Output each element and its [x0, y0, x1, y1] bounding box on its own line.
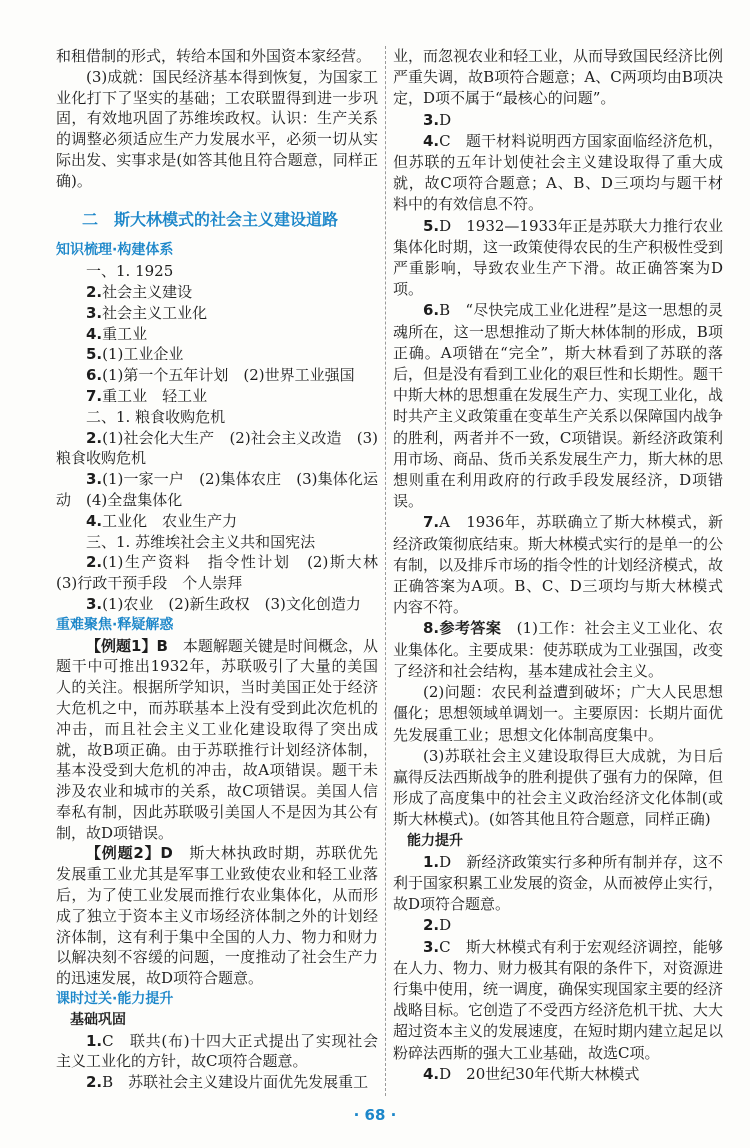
answer-text: 工业化 农业生产力 [102, 511, 238, 530]
item-number: 3. [423, 937, 440, 956]
question-answer [393, 216, 723, 301]
answer-text: 社会主义工业化 [102, 303, 208, 322]
item-number: 6. [86, 366, 103, 385]
item-number: 5. [86, 345, 103, 364]
question-answer [393, 1064, 723, 1085]
answer-line [56, 365, 378, 386]
item-number: 4. [423, 1064, 440, 1083]
example-text: 斯大林执政时期，苏联优先发展重工业尤其是军事工业致使农业和轻工业落后，为了使工业发展而推行农业集体化，从而形成了独立于资本主义市场经济体制之外的计划经济体制，这有利于集中全国的人力、物力和财力以解决刻不容缓的问题，一度推动了社会生产力的迅速发展，故D项符合题意。 [56, 844, 378, 988]
answer-line [56, 324, 378, 345]
question-answer [393, 937, 723, 1064]
item-number: 4. [86, 324, 103, 343]
item-number: 8. [423, 619, 440, 638]
page-number: · 68 · [353, 1106, 397, 1124]
example-2 [56, 843, 378, 989]
example-label: 【例题1】B [86, 636, 168, 655]
answer-text: C 联共(布)十四大正式提出了实现社会主义工业化的方针，故C项符合题意。 [56, 1031, 378, 1071]
reference-answer-label: 参考答案 [439, 619, 502, 638]
item-number: 3. [423, 110, 440, 129]
answer-line [56, 344, 378, 365]
answer-text: 重工业 轻工业 [102, 386, 208, 405]
question-answer [393, 300, 723, 512]
question-answer [393, 915, 723, 936]
answer-text: (1)农业 (2)新生政权 (3)文化创造力 [102, 594, 361, 613]
question-answer [393, 110, 723, 131]
answer-text: (1)生产资料 指令性计划 (2)斯大林 (3)行政干预手段 个人崇拜 [56, 553, 394, 593]
question-answer [393, 131, 723, 216]
answer-line [56, 386, 378, 407]
question-answer [56, 1031, 378, 1073]
item-number: 2. [86, 428, 103, 447]
answer-paragraph: (3)苏联社会主义建设取得巨大成就，为日后赢得反法西斯战争的胜利提供了强有力的保障，但形成了高度集中的社会主义政治经济文化体制(或斯大林模式)。(如答其他且符合题意，同样正确) [393, 746, 724, 829]
answer-text: C 题干材料说明西方国家面临经济危机，但苏联的五年计划使社会主义建设取得了重大成就，故C项符合题意；A、B、D三项均与题干材料中的有效信息不符。 [393, 131, 723, 214]
item-number: 7. [86, 386, 103, 405]
item-number: 2. [423, 916, 440, 935]
item-number: 6. [423, 301, 440, 320]
answer-text: D 新经济政策实行多种所有制并存，这不利于国家积累工业发展的资金，从而被停止实行，故D项符合题意。 [393, 852, 724, 914]
question-answer [393, 512, 723, 618]
item-number: 2. [86, 553, 103, 572]
item-number: 4. [423, 131, 440, 150]
text-continuation: 业，而忽视农业和轻工业，从而导致国民经济比例严重失调，故B项符合题意；A、C两项均由B项决定，D项不属于“最核心的问题”。 [393, 47, 724, 108]
item-number: 7. [423, 513, 440, 532]
answer-text: B 苏联社会主义建设片面优先发展重工 [102, 1073, 369, 1092]
question-answer [56, 1072, 378, 1093]
question-answer [393, 618, 723, 682]
answer-text: (1)第一个五年计划 (2)世界工业强国 [102, 366, 355, 385]
section-title: 二 斯大林模式的社会主义建设道路 [82, 209, 339, 229]
answer-line [56, 511, 378, 532]
answer-text: D 1932—1933年正是苏联大力推行农业集体化时期，这一政策使得农民的生产积极性受到严重影响，导致农业生产下滑。故正确答案为D项。 [393, 216, 724, 299]
answer-line [56, 552, 394, 594]
heading-ability: 能力提升 [407, 832, 463, 849]
answer-text: (1)一家一户 (2)集体农庄 (3)集体化运动 (4)全盘集体化 [56, 470, 378, 509]
item-number: 2. [86, 282, 103, 301]
question-answer [393, 852, 723, 916]
example-label: 【例题2】D [86, 844, 173, 863]
item-number: 4. [86, 511, 103, 530]
item-number: 3. [86, 470, 103, 489]
answer-line [56, 428, 378, 470]
item-number: 5. [423, 216, 440, 235]
answer-text: (1)社会化大生产 (2)社会主义改造 (3)粮食收购危机 [56, 428, 378, 468]
item-number: 1. [423, 852, 440, 871]
answer-line: 三、1. 苏维埃社会主义共和国宪法 [86, 532, 316, 551]
example-1 [56, 636, 378, 844]
heading-knowledge: 知识梳理·构建体系 [56, 242, 174, 259]
answer-text: B “尽快完成工业化进程”是这一思想的灵魂所在，这一思想推动了斯大林体制的形成，B项正确。A项错在“完全”，斯大林看到了苏联的落后，但是没有看到工业化的艰巨性和长期性。题干中斯大林的思想重在发展生产力、实现工业化，战时共产主义政策重在变革生产关系以保障国内战争的胜利，两者并不一致，C项错误。新经济政策利用市场、商品、货币关系发展生产力，斯大林的思想则重在利用政府的行政手段发展经济，D项错误。 [393, 301, 724, 511]
example-text: 本题解题关键是时间概念，从题干中可推出1932年，苏联吸引了大量的美国人的关注。根据所学知识，当时美国正处于经济大危机之中，而苏联基本上没有受到此次危机的冲击，而且社会主义工业化建设取得了突出成就，故B项正确。由于苏联推行计划经济体制，基本没受到大危机的冲击，故A项错误。题干未涉及农业和城市的关系，故C项错误。美国人信奉私有制，因此苏联吸引美国人不是因为其公有制，故D项错误。 [56, 636, 378, 842]
item-number: 3. [86, 594, 103, 613]
answer-line: 一、1. 1925 [86, 262, 174, 281]
answer-line [56, 594, 378, 615]
answer-text: C 斯大林模式有利于宏观经济调控，能够在人力、物力、财力极其有限的条件下，对资源进行集中使用，统一调度，确保实现国家主要的经济战略目标。它创造了不受西方经济危机干扰、大大超过资本主义的发展速度，在短时期内建立起足以粉碎法西斯的强大工业基础，故选C项。 [393, 937, 724, 1062]
answer-text: (1)工业企业 [102, 345, 184, 364]
answer-line [56, 282, 378, 303]
answer-text: D [439, 916, 452, 935]
answer-paragraph: (2)问题：农民利益遭到破坏；广大人民思想僵化；思想领域单调划一。主要原因：长期片面优先发展重工业；思想文化体制高度集中。 [393, 683, 724, 744]
answer-text: A 1936年，苏联确立了斯大林模式，新经济政策彻底结束。斯大林模式实行的是单一的公有制，以及排斥市场的指令性的计划经济模式，故正确答案为A项。B、C、D三项均与斯大林模式内容不符。 [393, 513, 724, 617]
answer-text: 重工业 [102, 324, 148, 343]
right-column [393, 46, 723, 1085]
heading-key-points: 重难聚焦·释疑解惑 [56, 616, 174, 633]
left-column [56, 46, 394, 1093]
heading-basics: 基础巩固 [70, 1011, 126, 1028]
answer-line [56, 303, 378, 324]
answer-text: 社会主义建设 [102, 282, 193, 301]
text-continuation: 和租借制的形式，转给本国和外国资本家经营。 [56, 47, 372, 65]
answer-text: D [439, 110, 452, 129]
answer-line [56, 469, 378, 511]
answer-text: D 20世纪30年代斯大林模式 [439, 1064, 640, 1083]
answer-paragraph: (3)成就：国民经济基本得到恢复，为国家工业化打下了坚实的基础；工农联盟得到进一步巩固，有效地巩固了苏维埃政权。认识：生产关系的调整必须适应生产力发展水平，必须一切从实际出发、实事求是(如答其他且符合题意，同样正确)。 [56, 67, 378, 190]
item-number: 1. [86, 1031, 103, 1050]
answer-line: 二、1. 粮食收购危机 [86, 407, 226, 426]
item-number: 3. [86, 303, 103, 322]
item-number: 2. [86, 1073, 103, 1092]
answer-text: (1)工作：社会主义工业化、农业集体化。主要成果：使苏联成为工业强国，改变了经济和社会结构，基本建成社会主义。 [393, 619, 724, 680]
heading-lesson: 课时过关·能力提升 [56, 991, 174, 1008]
